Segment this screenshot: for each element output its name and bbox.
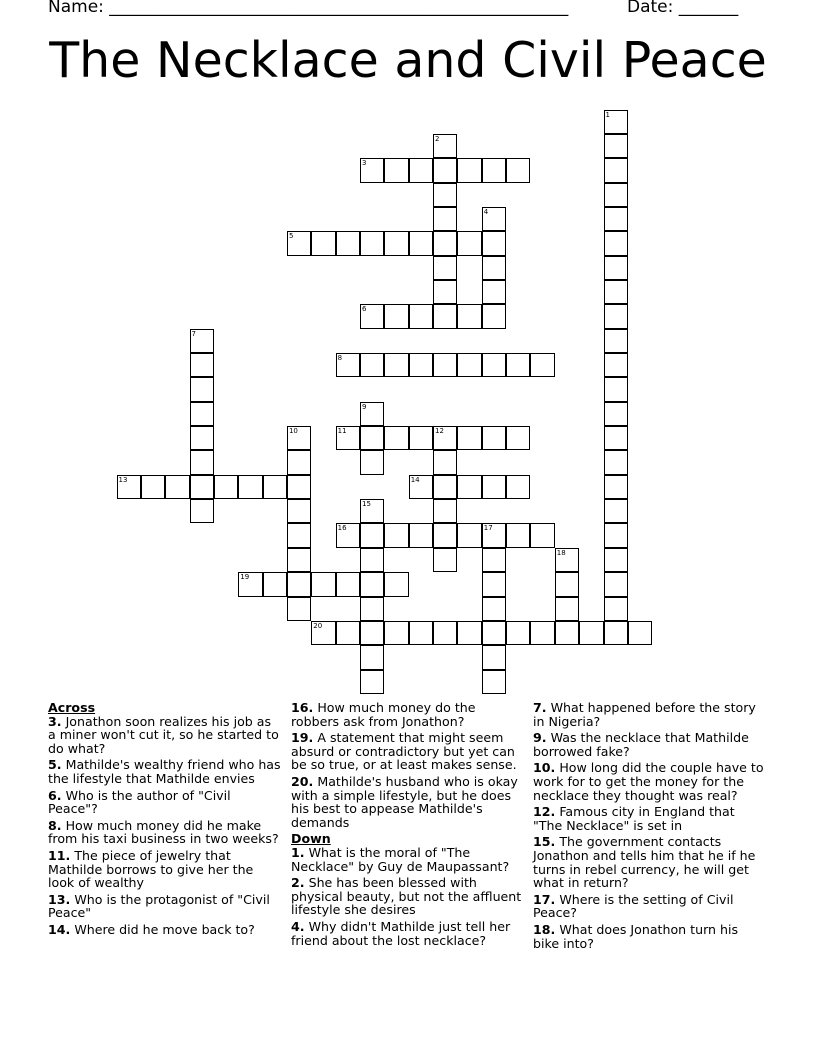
grid-cell[interactable]	[117, 475, 141, 499]
grid-cell[interactable]	[360, 499, 384, 523]
grid-cell[interactable]	[287, 231, 311, 255]
grid-cell[interactable]	[287, 572, 311, 596]
grid-cell[interactable]	[336, 426, 360, 450]
down-heading: Down	[291, 831, 331, 847]
grid-cell[interactable]	[555, 621, 579, 645]
grid-cell[interactable]	[263, 475, 287, 499]
grid-cell[interactable]	[457, 426, 481, 450]
grid-cell[interactable]	[457, 231, 481, 255]
grid-cell[interactable]	[482, 670, 506, 694]
grid-cell[interactable]	[433, 499, 457, 523]
clue-text: Who is the author of "Civil Peace"?	[48, 787, 231, 817]
grid-cell[interactable]	[604, 475, 628, 499]
grid-cell[interactable]	[384, 304, 408, 328]
clue-number-label: 19	[240, 573, 250, 582]
grid-cell[interactable]	[482, 548, 506, 572]
grid-cell[interactable]	[190, 329, 214, 353]
grid-cell[interactable]	[482, 572, 506, 596]
clue-number: 17.	[533, 891, 556, 907]
grid-cell[interactable]	[482, 597, 506, 621]
date-field-label: Date: _______	[627, 0, 739, 17]
grid-cell[interactable]	[604, 499, 628, 523]
name-field-label: Name: ______________________________________________________	[48, 0, 569, 17]
clue-number-label: 6	[362, 305, 367, 314]
grid-cell[interactable]	[190, 353, 214, 377]
grid-cell[interactable]	[457, 304, 481, 328]
clue-across-14	[48, 923, 282, 937]
grid-cell[interactable]	[409, 523, 433, 547]
grid-cell[interactable]	[433, 304, 457, 328]
clue-number: 16.	[291, 700, 314, 715]
grid-cell[interactable]	[409, 353, 433, 377]
clue-down-7	[533, 701, 767, 728]
grid-cell[interactable]	[360, 670, 384, 694]
grid-cell[interactable]	[604, 426, 628, 450]
grid-cell[interactable]	[555, 597, 579, 621]
grid-cell[interactable]	[482, 523, 506, 547]
grid-cell[interactable]	[360, 523, 384, 547]
grid-cell[interactable]	[433, 183, 457, 207]
clue-number-label: 16	[337, 524, 347, 533]
clue-number-label: 17	[483, 524, 493, 533]
grid-cell[interactable]	[482, 158, 506, 182]
clue-text: Mathilde's husband who is okay with a simple lifestyle, but he does his best to appease Mathilde's demands	[291, 773, 518, 830]
clue-number-label: 1	[605, 110, 610, 119]
grid-cell[interactable]	[506, 158, 530, 182]
clues-column-3	[533, 701, 767, 953]
grid-cell[interactable]	[433, 621, 457, 645]
grid-cell[interactable]	[604, 402, 628, 426]
clue-text: Jonathon soon realizes his job as a miner won't cut it, so he started to do what?	[48, 713, 279, 756]
grid-cell[interactable]	[311, 231, 335, 255]
grid-cell[interactable]	[604, 207, 628, 231]
clue-number: 6.	[48, 787, 62, 803]
grid-cell[interactable]	[433, 475, 457, 499]
grid-cell[interactable]	[530, 353, 554, 377]
grid-cell[interactable]	[360, 426, 384, 450]
clue-number: 18.	[533, 921, 556, 937]
grid-cell[interactable]	[336, 231, 360, 255]
grid-cell[interactable]	[604, 621, 628, 645]
page-title: The Necklace and Civil Peace	[49, 32, 767, 89]
grid-cell[interactable]	[506, 621, 530, 645]
clue-number-label: 11	[337, 427, 347, 436]
clue-number-label: 2	[435, 134, 440, 143]
grid-cell[interactable]	[433, 158, 457, 182]
grid-cell[interactable]	[604, 523, 628, 547]
grid-cell[interactable]	[287, 475, 311, 499]
clue-number-label: 12	[435, 427, 444, 436]
grid-cell[interactable]	[482, 621, 506, 645]
clue-number-label: 5	[288, 232, 294, 241]
grid-cell[interactable]	[360, 621, 384, 645]
clue-text: A statement that might seem absurd or contradictory but yet can be so true, or at least makes sense.	[291, 730, 517, 773]
grid-cell[interactable]	[433, 353, 457, 377]
clue-text: How long did the couple have to work for to get the money for the necklace they thought was real?	[533, 760, 764, 803]
clue-text: What does Jonathon turn his bike into?	[533, 921, 739, 951]
clue-number-label: 4	[483, 207, 489, 216]
clue-number: 13.	[48, 891, 71, 907]
grid-cell[interactable]	[409, 158, 433, 182]
clue-number: 8.	[48, 817, 62, 833]
clue-text: She has been blessed with physical beauty, but not the affluent lifestyle she desires	[291, 875, 522, 918]
grid-cell[interactable]	[360, 304, 384, 328]
clue-number-label: 18	[556, 548, 566, 557]
grid-cell[interactable]	[604, 597, 628, 621]
grid-cell[interactable]	[482, 231, 506, 255]
clue-across-3	[48, 715, 282, 756]
grid-cell[interactable]	[190, 475, 214, 499]
grid-cell[interactable]	[287, 523, 311, 547]
clue-down-10	[533, 761, 767, 802]
grid-cell[interactable]	[482, 426, 506, 450]
clue-number: 10.	[533, 760, 556, 776]
clue-text: What is the moral of "The Necklace" by Guy de Maupassant?	[291, 844, 510, 874]
grid-cell[interactable]	[604, 450, 628, 474]
grid-cell[interactable]	[604, 110, 628, 134]
grid-cell[interactable]	[555, 548, 579, 572]
grid-cell[interactable]	[482, 256, 506, 280]
grid-cell[interactable]	[384, 621, 408, 645]
grid-cell[interactable]	[287, 426, 311, 450]
grid-cell[interactable]	[604, 158, 628, 182]
clues-column-1	[48, 701, 282, 940]
clue-number: 1.	[291, 844, 305, 860]
clue-text: Who is the protagonist of "Civil Peace"	[48, 891, 270, 921]
grid-cell[interactable]	[360, 548, 384, 572]
clue-down-4	[291, 920, 525, 947]
clues-column-2	[291, 701, 525, 950]
clue-across-8	[48, 819, 282, 846]
clue-number-label: 10	[288, 427, 298, 436]
grid-cell[interactable]	[506, 426, 530, 450]
grid-cell[interactable]	[433, 134, 457, 158]
grid-cell[interactable]	[384, 353, 408, 377]
grid-cell[interactable]	[433, 523, 457, 547]
grid-cell[interactable]	[604, 256, 628, 280]
grid-cell[interactable]	[287, 450, 311, 474]
grid-cell[interactable]	[190, 426, 214, 450]
grid-cell[interactable]	[604, 134, 628, 158]
grid-cell[interactable]	[433, 280, 457, 304]
grid-cell[interactable]	[457, 523, 481, 547]
grid-cell[interactable]	[530, 621, 554, 645]
clue-number: 19.	[291, 730, 314, 746]
grid-cell[interactable]	[165, 475, 189, 499]
clue-number-label: 3	[362, 159, 367, 168]
clue-text: The government contacts Jonathon and tells him that he if he turns in rebel currency, he will get what in return?	[533, 834, 756, 891]
grid-cell[interactable]	[506, 475, 530, 499]
clue-number: 3.	[48, 713, 62, 729]
grid-cell[interactable]	[604, 329, 628, 353]
clue-number: 2.	[291, 875, 305, 891]
grid-cell[interactable]	[579, 621, 603, 645]
grid-cell[interactable]	[190, 402, 214, 426]
clue-across-20	[291, 775, 525, 829]
clue-text: Famous city in England that "The Necklace" is set in	[533, 804, 735, 833]
clue-across-5	[48, 758, 282, 785]
clue-number: 14.	[48, 921, 71, 937]
clue-number: 7.	[533, 700, 547, 715]
grid-cell[interactable]	[360, 353, 384, 377]
grid-cell[interactable]	[604, 377, 628, 401]
grid-cell[interactable]	[482, 645, 506, 669]
grid-cell[interactable]	[457, 621, 481, 645]
clue-text: How much money did he make from his taxi business in two weeks?	[48, 817, 279, 847]
grid-cell[interactable]	[482, 304, 506, 328]
clue-down-12	[533, 805, 767, 832]
grid-cell[interactable]	[457, 158, 481, 182]
grid-cell[interactable]	[384, 572, 408, 596]
grid-cell[interactable]	[433, 548, 457, 572]
clue-down-9	[533, 731, 767, 758]
clue-down-1	[291, 846, 525, 873]
grid-cell[interactable]	[433, 231, 457, 255]
grid-cell[interactable]	[433, 207, 457, 231]
grid-cell[interactable]	[287, 548, 311, 572]
clue-down-15	[533, 835, 767, 889]
clue-number-label: 15	[362, 500, 371, 509]
grid-cell[interactable]	[360, 158, 384, 182]
grid-cell[interactable]	[141, 475, 165, 499]
clue-down-18	[533, 923, 767, 950]
grid-cell[interactable]	[336, 353, 360, 377]
clue-number: 5.	[48, 757, 62, 773]
grid-cell[interactable]	[360, 450, 384, 474]
grid-cell[interactable]	[263, 572, 287, 596]
grid-cell[interactable]	[604, 280, 628, 304]
clue-number: 12.	[533, 804, 556, 820]
grid-cell[interactable]	[336, 523, 360, 547]
grid-cell[interactable]	[336, 621, 360, 645]
grid-cell[interactable]	[555, 572, 579, 596]
grid-cell[interactable]	[409, 621, 433, 645]
clue-number-label: 14	[410, 475, 420, 484]
clue-down-17	[533, 893, 767, 920]
clue-number-label: 7	[191, 329, 197, 338]
clue-number: 20.	[291, 773, 314, 789]
grid-cell[interactable]	[604, 572, 628, 596]
grid-cell[interactable]	[433, 426, 457, 450]
clue-text: Mathilde's wealthy friend who has the lifestyle that Mathilde envies	[48, 757, 281, 786]
grid-cell[interactable]	[604, 548, 628, 572]
across-heading: Across	[48, 700, 96, 715]
grid-cell[interactable]	[214, 475, 238, 499]
clue-text: The piece of jewelry that Mathilde borrows to give her the look of wealthy	[48, 847, 254, 891]
grid-cell[interactable]	[604, 231, 628, 255]
clue-number: 4.	[291, 918, 305, 934]
grid-cell[interactable]	[190, 499, 214, 523]
grid-cell[interactable]	[482, 475, 506, 499]
clue-text: Why didn't Mathilde just tell her friend about the lost necklace?	[291, 918, 511, 948]
grid-cell[interactable]	[506, 353, 530, 377]
grid-cell[interactable]	[530, 523, 554, 547]
grid-cell[interactable]	[604, 183, 628, 207]
grid-cell[interactable]	[287, 499, 311, 523]
grid-cell[interactable]	[409, 475, 433, 499]
clue-number-label: 8	[337, 354, 343, 362]
clue-across-19	[291, 731, 525, 772]
grid-cell[interactable]	[238, 572, 262, 596]
grid-cell[interactable]	[336, 572, 360, 596]
grid-cell[interactable]	[360, 402, 384, 426]
clue-across-16	[291, 701, 525, 728]
clue-number: 9.	[533, 730, 547, 746]
grid-cell[interactable]	[360, 231, 384, 255]
clue-text: How much money do the robbers ask from Jonathon?	[291, 700, 476, 729]
grid-cell[interactable]	[482, 280, 506, 304]
grid-cell[interactable]	[190, 377, 214, 401]
clue-number-label: 20	[313, 621, 323, 630]
grid-cell[interactable]	[604, 353, 628, 377]
grid-cell[interactable]	[409, 304, 433, 328]
grid-cell[interactable]	[409, 231, 433, 255]
clue-text: What happened before the story in Nigeria?	[533, 700, 756, 729]
grid-cell[interactable]	[409, 426, 433, 450]
clue-across-13	[48, 893, 282, 920]
grid-cell[interactable]	[190, 450, 214, 474]
clue-text: Where is the setting of Civil Peace?	[533, 891, 734, 921]
clue-text: Was the necklace that Mathilde borrowed fake?	[533, 730, 749, 759]
clue-across-11	[48, 849, 282, 890]
grid-cell[interactable]	[311, 621, 335, 645]
clue-number: 11.	[48, 847, 71, 863]
grid-cell[interactable]	[360, 645, 384, 669]
grid-cell[interactable]	[384, 426, 408, 450]
grid-cell[interactable]	[482, 207, 506, 231]
grid-cell[interactable]	[604, 304, 628, 328]
grid-cell[interactable]	[360, 597, 384, 621]
grid-cell[interactable]	[433, 256, 457, 280]
clue-down-2	[291, 876, 525, 917]
grid-cell[interactable]	[506, 523, 530, 547]
grid-cell[interactable]	[628, 621, 652, 645]
grid-cell[interactable]	[384, 231, 408, 255]
grid-cell[interactable]	[457, 353, 481, 377]
grid-cell[interactable]	[433, 450, 457, 474]
grid-cell[interactable]	[384, 158, 408, 182]
grid-cell[interactable]	[238, 475, 262, 499]
grid-cell[interactable]	[457, 475, 481, 499]
clue-number-label: 13	[118, 475, 128, 484]
grid-cell[interactable]	[287, 597, 311, 621]
clue-number-label: 9	[362, 402, 367, 411]
clue-number: 15.	[533, 834, 556, 850]
clue-text: Where did he move back to?	[74, 921, 255, 937]
grid-cell[interactable]	[384, 523, 408, 547]
grid-cell[interactable]	[482, 353, 506, 377]
clue-across-6	[48, 789, 282, 816]
grid-cell[interactable]	[360, 572, 384, 596]
grid-cell[interactable]	[311, 572, 335, 596]
